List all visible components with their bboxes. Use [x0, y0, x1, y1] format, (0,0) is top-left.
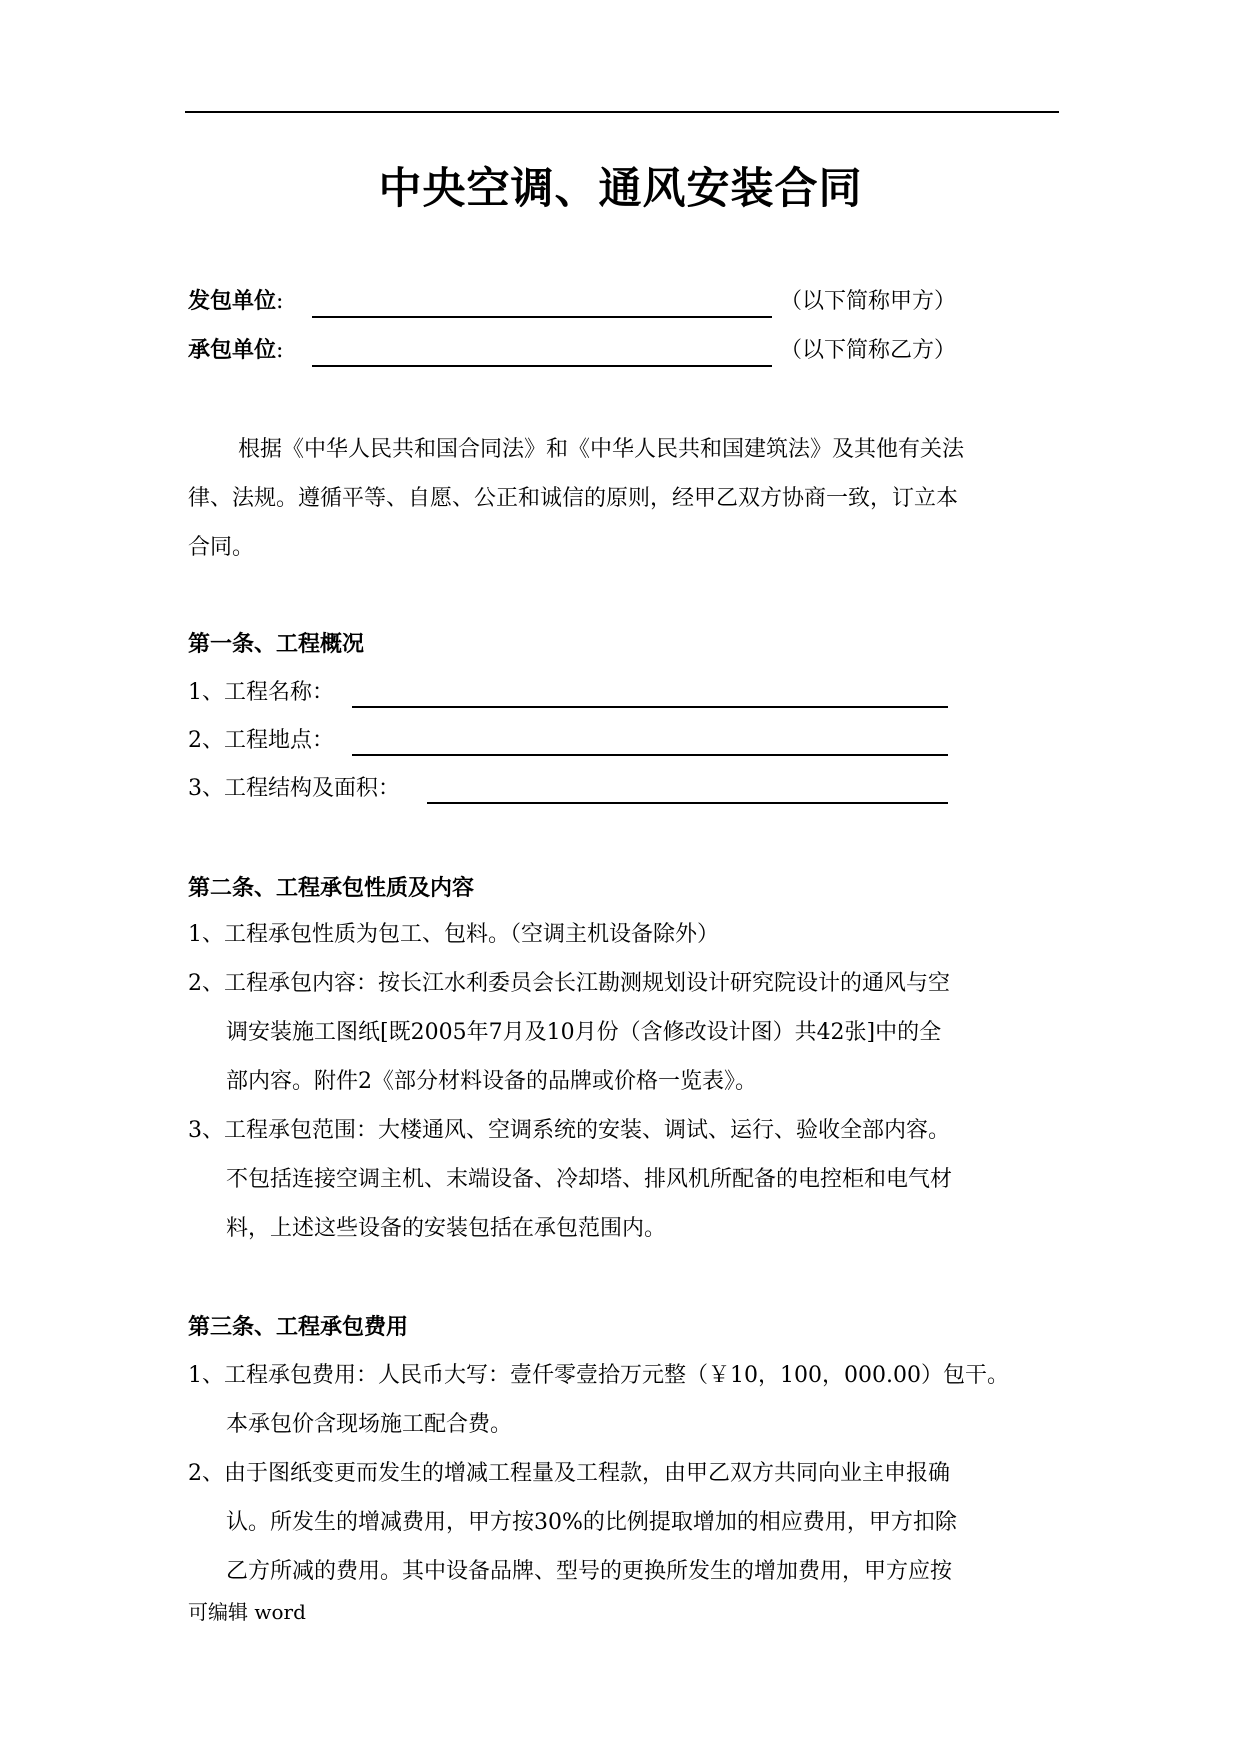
party-contractor-suffix: （以下简称乙方） [780, 338, 957, 363]
project-name-blank[interactable] [352, 706, 948, 708]
party-client-suffix: （以下简称甲方） [780, 289, 957, 314]
article3-line: 2、由于图纸变更而发生的增减工程量及工程款，由甲乙双方共同向业主申报确 [188, 1461, 950, 1486]
party-contractor-colon: : [276, 338, 284, 363]
preamble-line: 根据《中华人民共和国合同法》和《中华人民共和国建筑法》及其他有关法 [238, 437, 965, 462]
party-contractor-label: 承包单位 [188, 338, 277, 363]
article1-item-structure: 3、工程结构及面积： [188, 776, 400, 801]
article3-line: 1、工程承包费用：人民币大写：壹仟零壹拾万元整（￥10，100，000.00）包干。 [188, 1363, 1009, 1388]
preamble [188, 425, 1050, 572]
header-rule [185, 111, 1059, 113]
document-title: 中央空调、通风安装合同 [378, 164, 863, 214]
preamble-line: 合同。 [188, 535, 255, 560]
article1-item-location: 2、工程地点： [188, 728, 334, 753]
article2-line: 调安装施工图纸[既2005年7月及10月份（含修改设计图）共42张]中的全 [226, 1020, 942, 1045]
article2-line: 2、工程承包内容：按长江水利委员会长江勘测规划设计研究院设计的通风与空 [188, 971, 950, 996]
party-client-row [188, 287, 283, 317]
article3-body [188, 1351, 1050, 1596]
party-contractor-row [188, 336, 283, 366]
article2-body [188, 910, 1050, 1253]
article2-line: 部内容。附件2《部分材料设备的品牌或价格一览表》。 [226, 1069, 757, 1094]
article2-line: 不包括连接空调主机、末端设备、冷却塔、排风机所配备的电控柜和电气材 [226, 1167, 953, 1192]
project-location-blank[interactable] [352, 754, 948, 756]
party-client-colon: : [276, 289, 284, 314]
party-client-label: 发包单位 [188, 289, 277, 314]
footer-note: 可编辑 word [188, 1600, 306, 1624]
preamble-line: 律、法规。遵循平等、自愿、公正和诚信的原则，经甲乙双方协商一致，订立本 [188, 486, 959, 511]
party-contractor-blank[interactable] [312, 365, 772, 367]
article2-heading: 第二条、工程承包性质及内容 [188, 876, 475, 901]
project-structure-blank[interactable] [427, 802, 948, 804]
party-client-blank[interactable] [312, 316, 772, 318]
article2-line: 1、工程承包性质为包工、包料。（空调主机设备除外） [188, 922, 719, 947]
article2-line: 料，上述这些设备的安装包括在承包范围内。 [226, 1216, 667, 1241]
article1-heading: 第一条、工程概况 [188, 632, 365, 657]
article3-line: 认。所发生的增减费用，甲方按30%的比例提取增加的相应费用，甲方扣除 [226, 1510, 957, 1535]
article3-line: 乙方所减的费用。其中设备品牌、型号的更换所发生的增加费用，甲方应按 [226, 1559, 953, 1584]
article2-line: 3、工程承包范围：大楼通风、空调系统的安装、调试、运行、验收全部内容。 [188, 1118, 950, 1143]
article3-heading: 第三条、工程承包费用 [188, 1315, 409, 1340]
article1-item-name: 1、工程名称： [188, 680, 334, 705]
article3-line: 本承包价含现场施工配合费。 [226, 1412, 513, 1437]
